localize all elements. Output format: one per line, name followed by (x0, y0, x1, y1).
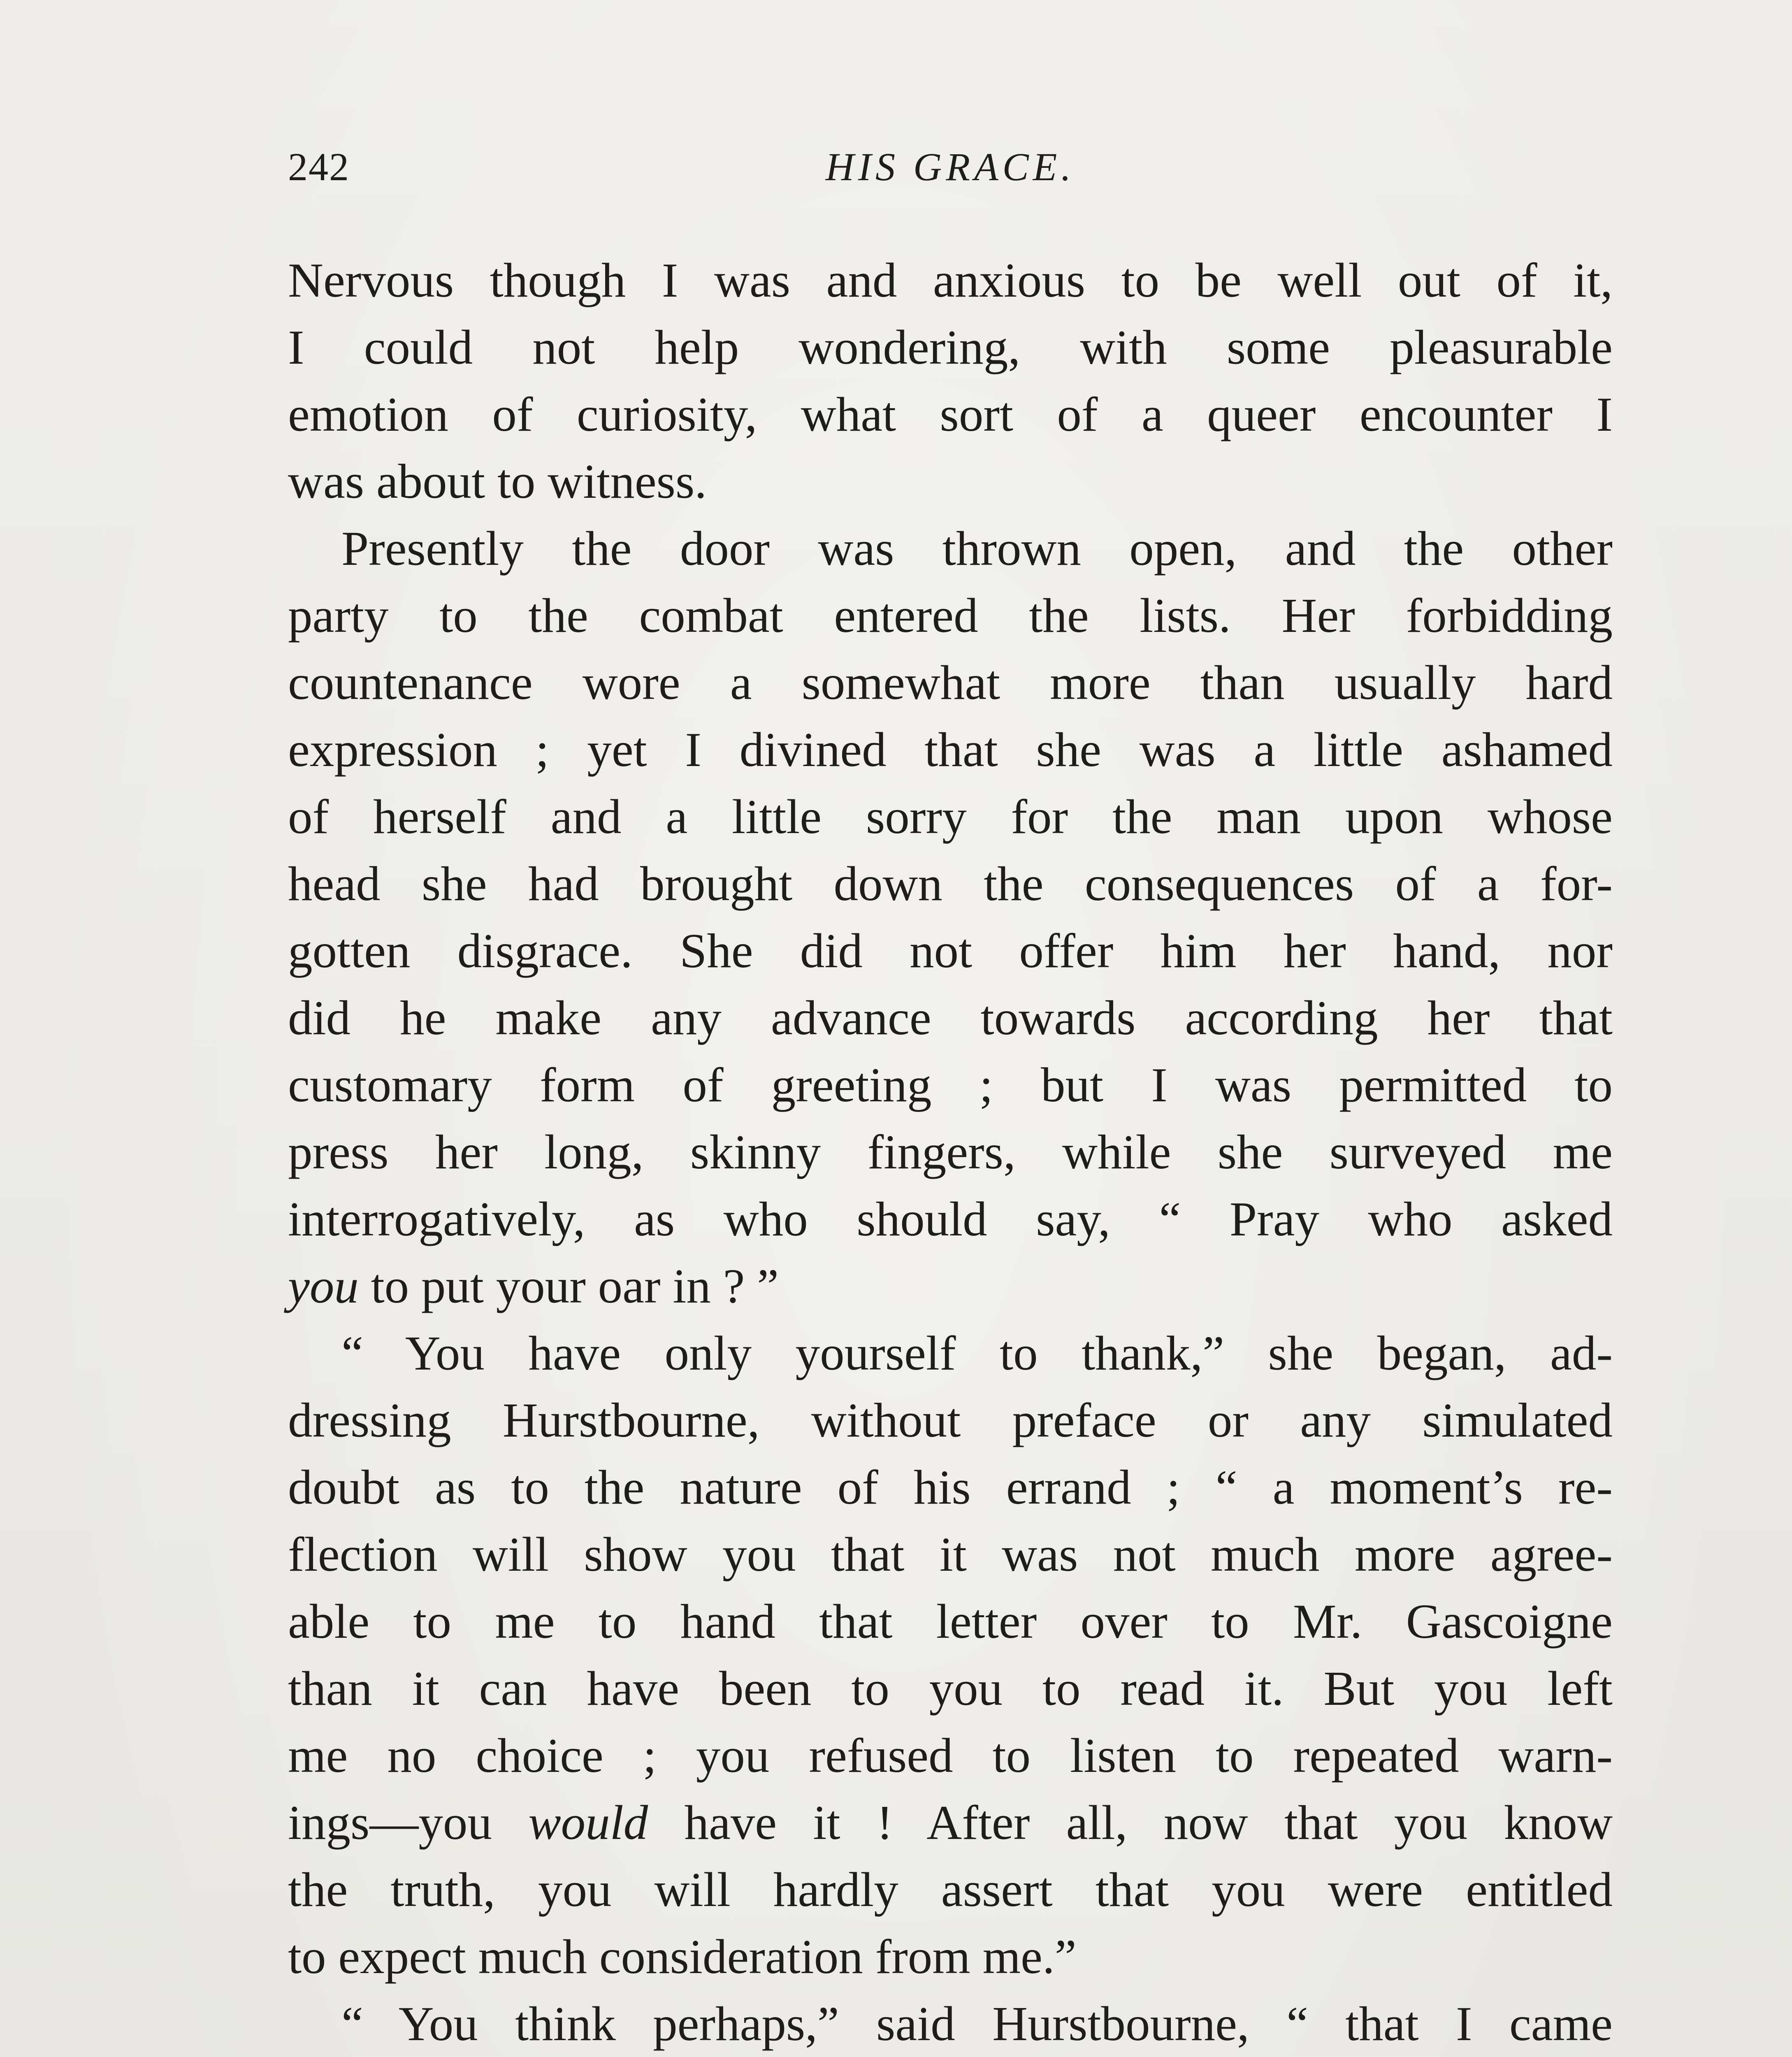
text-line: countenance wore a somewhat more than usually hard (288, 655, 1613, 710)
text-line: I could not help wondering, with some pleasurable (288, 320, 1613, 374)
text-line: interrogatively, as who should say, “ Pray who asked (288, 1192, 1613, 1246)
text-line: ings—you would have it ! After all, now that you know (288, 1795, 1613, 1850)
text-line: the truth, you will hardly assert that you were entitled (288, 1862, 1613, 1917)
text-line: “ You have only yourself to thank,” she began, ad- (341, 1326, 1613, 1380)
text-line: did he make any advance towards according her that (288, 991, 1613, 1045)
text-line: “ You think perhaps,” said Hurstbourne, “ that I came (341, 1997, 1613, 2051)
page-header (288, 136, 1613, 193)
text-line: Presently the door was thrown open, and the other (341, 521, 1613, 576)
text-line: press her long, skinny fingers, while she surveyed me (288, 1125, 1613, 1179)
page-number: 242 (288, 145, 350, 189)
text-line: head she had brought down the consequences of a for- (288, 857, 1613, 911)
text-line: doubt as to the nature of his errand ; “ a moment’s re- (288, 1460, 1613, 1514)
text-line: emotion of curiosity, what sort of a queer encounter I (288, 387, 1613, 441)
italic-word: you (288, 1259, 359, 1313)
text-line: than it can have been to you to read it. But you left (288, 1661, 1613, 1716)
text-line: flection will show you that it was not much more agree- (288, 1527, 1613, 1581)
text-line: to expect much consideration from me.” (288, 1929, 1077, 1984)
text-line: able to me to hand that letter over to Mr. Gascoigne (288, 1594, 1613, 1648)
text-line: Nervous though I was and anxious to be well out of it, (288, 253, 1613, 307)
text-line: expression ; yet I divined that she was a little ashamed (288, 722, 1613, 777)
body-text (288, 247, 1613, 2057)
text-line: of herself and a little sorry for the man upon whose (288, 789, 1613, 844)
text-line: you to put your oar in ? ” (288, 1259, 779, 1313)
text-line: customary form of greeting ; but I was permitted to (288, 1058, 1613, 1112)
text-line: me no choice ; you refused to listen to repeated warn- (288, 1728, 1613, 1783)
running-head: HIS GRACE. (825, 145, 1075, 189)
text-line: dressing Hurstbourne, without preface or any simulated (288, 1393, 1613, 1447)
text-line: party to the combat entered the lists. Her forbidding (288, 588, 1613, 643)
italic-word: would (528, 1795, 648, 1850)
text-line: was about to witness. (288, 454, 707, 508)
text-line: gotten disgrace. She did not offer him her hand, nor (288, 924, 1613, 978)
